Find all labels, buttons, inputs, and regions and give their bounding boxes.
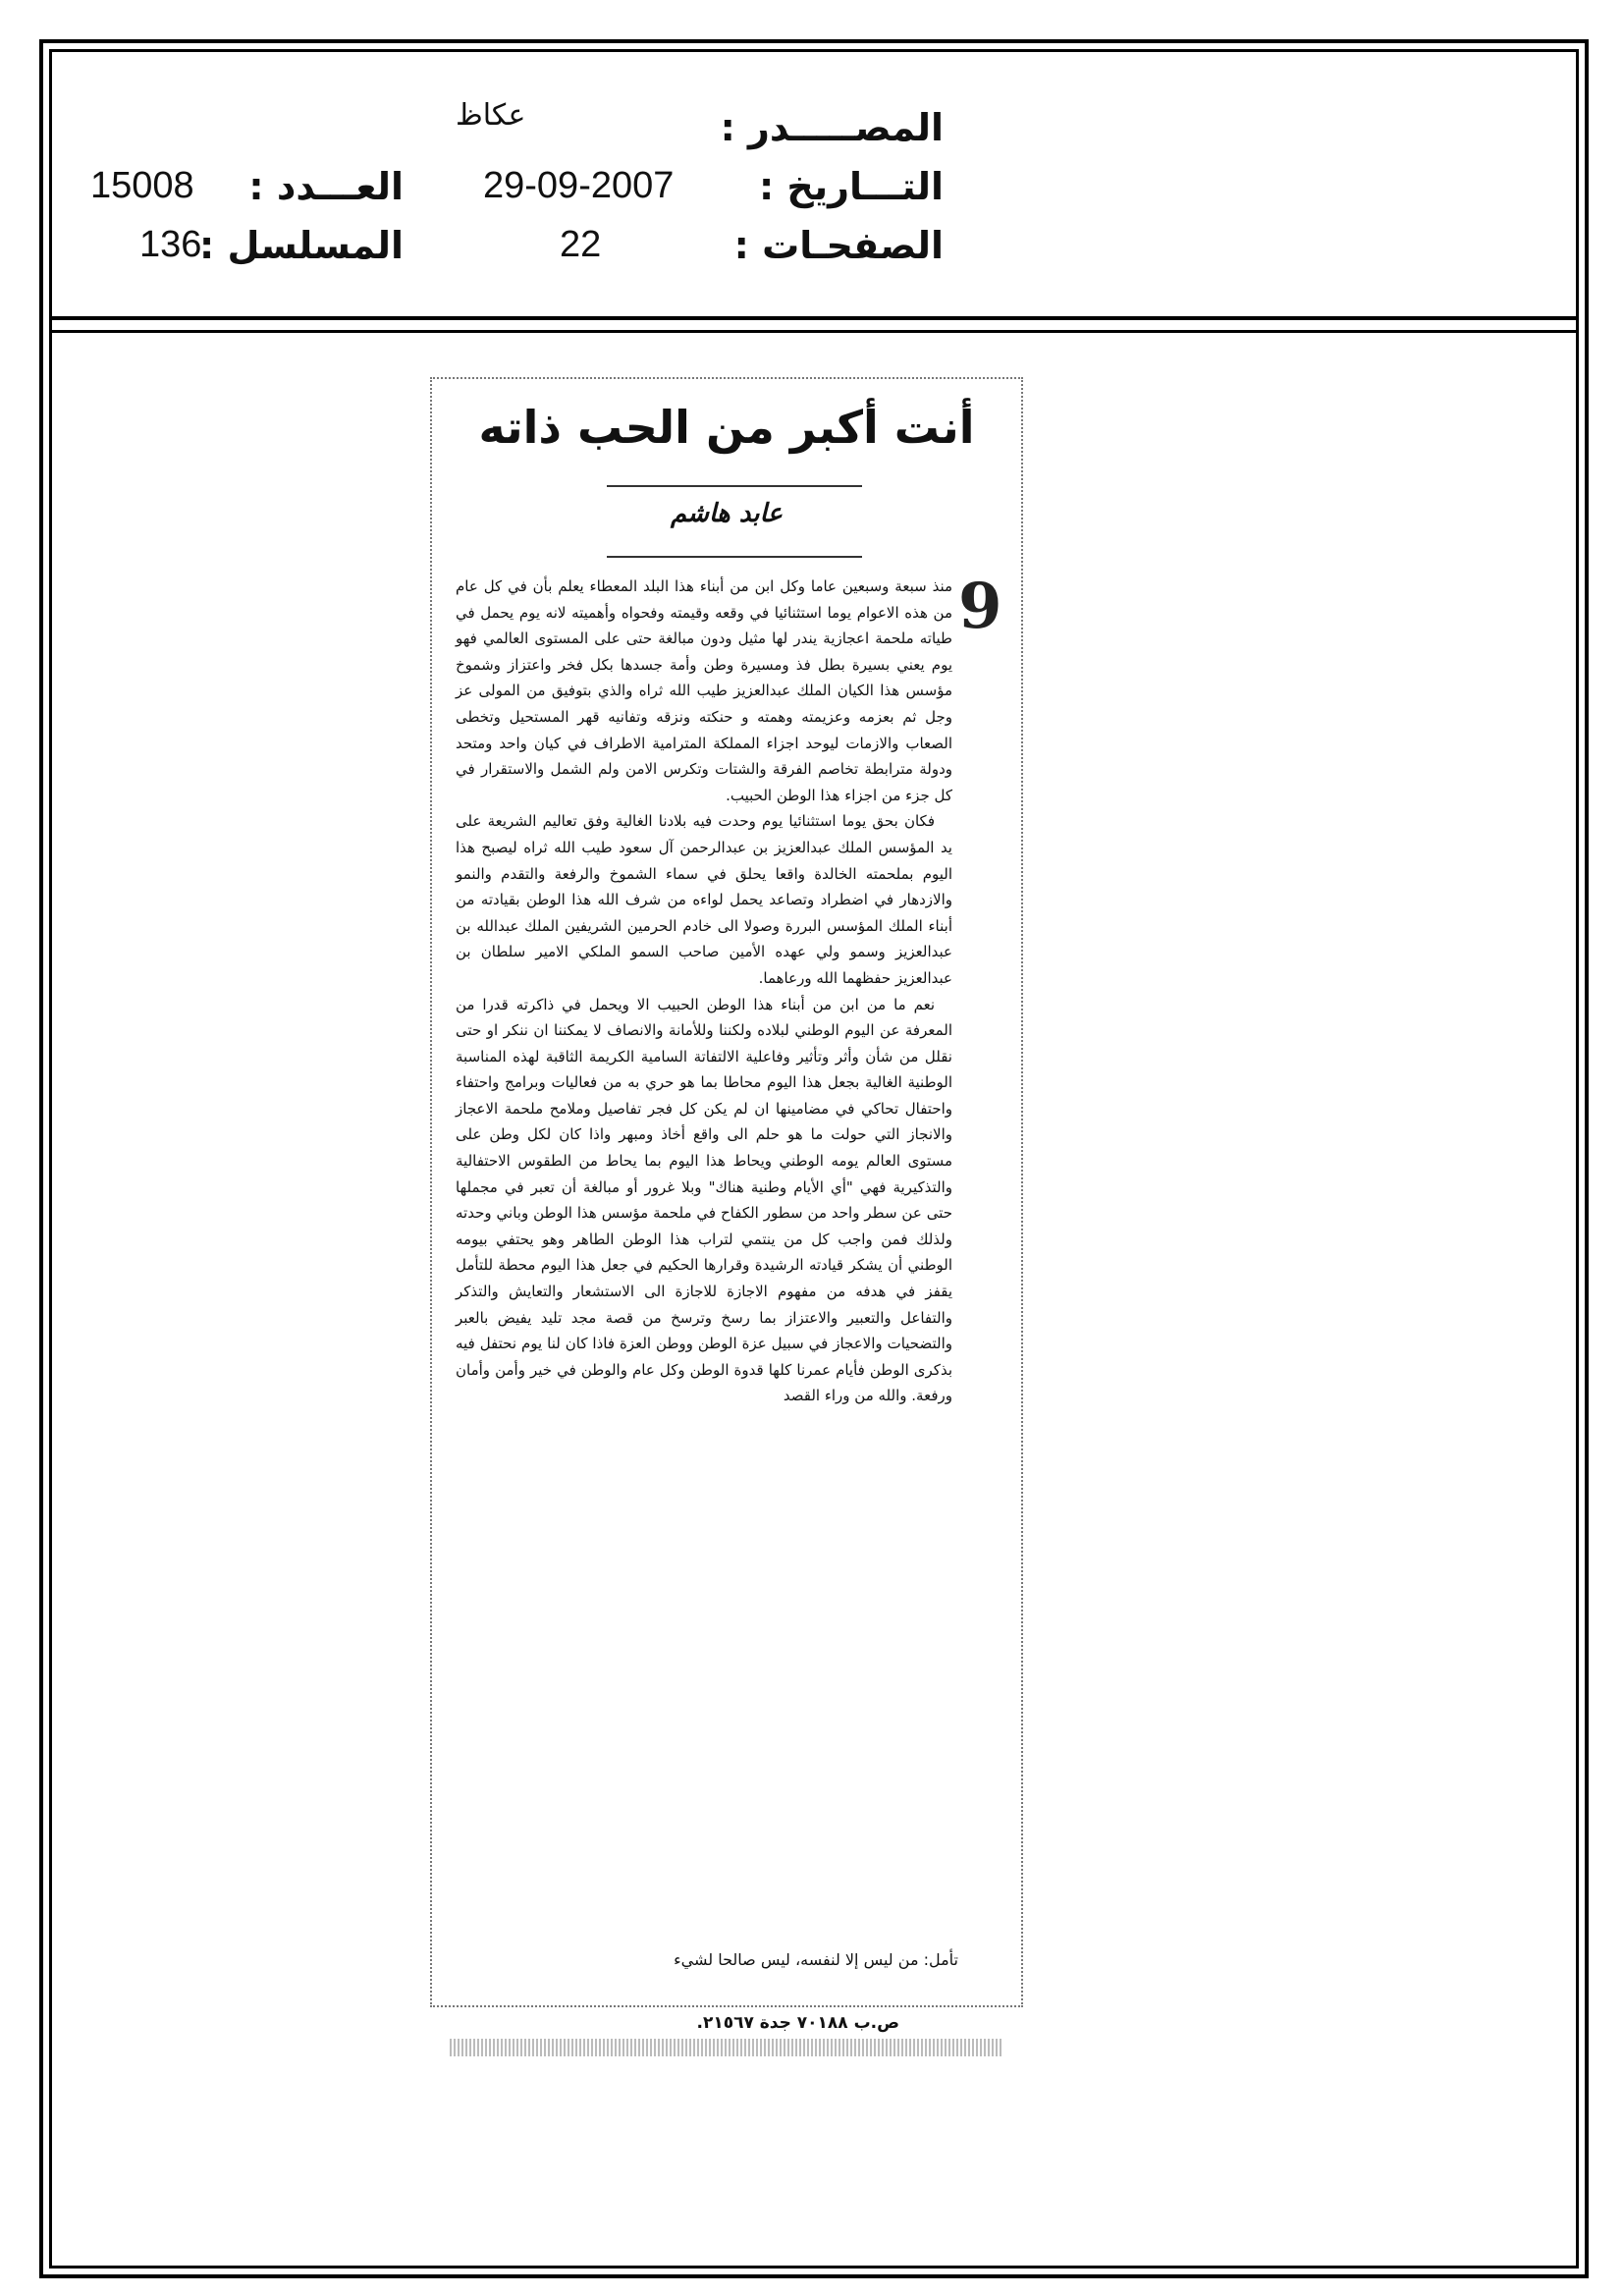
header-divider (49, 316, 1579, 320)
newspaper-clipping (430, 377, 1023, 2033)
issue-value: 15008 (90, 165, 194, 206)
serial-label: المسلسل : (199, 224, 404, 267)
article-author: عابد هاشم (670, 499, 784, 528)
po-box: ص.ب ٧٠١٨٨ جدة ٢١٥٦٧. (696, 2013, 899, 2033)
date-label: التـــاريخ : (759, 165, 944, 208)
pages-label: الصفحـات : (733, 224, 944, 267)
source-label: المصـــــدر : (720, 106, 944, 149)
date-value: 29-09-2007 (483, 165, 675, 206)
header-divider-secondary (49, 330, 1579, 333)
source-value: عكاظ (456, 98, 526, 133)
author-rule (607, 556, 862, 558)
article-title: أنت أكبر من الحب ذاته (478, 401, 975, 454)
serial-value: 136 (139, 224, 202, 265)
title-rule (607, 485, 862, 487)
paragraph: منذ سبعة وسبعين عاما وكل ابن من أبناء هذا البلد المعطاء يعلم بأن في كل عام من هذه الاعوام يوما استثنائيا في وقعه وقيمته وفحواه وأهميته لانه يوم يحمل في طياته ملحمة اعجازية يندر لها مثيل ودون مبالغة حتى على المستوى العالمي فهو يوم يعني بسيرة بطل فذ ومسيرة وطن وأمة جسدها بكل فخر واعتزاز وشموخ مؤسس هذا الكيان الملك عبدالعزيز طيب الله ثراه والذي بتوفيق من المولى عز وجل ثم بعزمه وعزيمته وهمته و حنكته ونزقه وتفانيه قهر المستحيل وتخطى الصعاب والازمات ليوحد اجزاء المملكة المترامية الاطراف في كيان واحد ومتحد ودولة مترابطة تخاصم الفرقة والشتات وتكرس الامن ولم الشمل والاستقرار في كل جزء من اجزاء هذا الوطن الحبيب. (456, 577, 952, 804)
quote-icon: 9 (958, 570, 1002, 643)
article-body (456, 574, 952, 1409)
pages-value: 22 (560, 224, 602, 265)
issue-label: العـــدد : (248, 165, 404, 208)
closing-line: تأمل: من ليس إلا لنفسه، ليس صالحا لشيء (674, 1950, 958, 1969)
paragraph: فكان بحق يوما استثنائيا يوم وحدت فيه بلادنا الغالية وفق تعاليم الشريعة على يد المؤسس الملك عبدالعزيز بن عبدالرحمن آل سعود طيب الله ثراه ليصبح هذا اليوم بملحمته الخالدة واقعا يحلق في سماء الشموخ والرفعة والتقدم والنمو والازدهار في اضطراد وتصاعد يحمل لواءه من شرف الله هذا الوطن بقيادته من أبناء الملك المؤسس البررة وصولا الى خادم الحرمين الشريفين الملك عبدالله بن عبدالعزيز وسمو ولي عهده الأمين صاحب السمو الملكي الامير سلطان بن عبدالعزيز حفظهما الله ورعاهما. (456, 812, 952, 987)
print-band (450, 2039, 1003, 2056)
paragraph: نعم ما من ابن من أبناء هذا الوطن الحبيب الا ويحمل في ذاكرته قدرا من المعرفة عن اليوم الوطني لبلاده ولكننا وللأمانة والانصاف لا يمكننا ان ننكر او حتى نقلل من شأن وأثر وتأثير وفاعلية الالتفاتة السامية الكريمة الثاقبة لهذه المناسبة الوطنية الغالية بجعل هذا اليوم محاطا بما هو حري به من فعاليات وبرامج واحتفاء واحتفال تحاكي في مضامينها ان لم يكن كل فجر تفاصيل وملامح ملحمة الاعجاز والانجاز التي حولت ما هو حلم الى واقع أخاذ ومبهر واذا كان لكل وطن على مستوى العالم يومه الوطني ويحاط هذا اليوم بما يحاط من الطقوس الاحتفالية والتذكيرية فهي "أي الأيام وطنية هناك" وبلا غرور أو مبالغة أن تعبر في مجملها حتى عن سطر واحد من سطور الكفاح في ملحمة مؤسس هذا الوطن وباني وحدته ولذلك فمن واجب كل من ينتمي لتراب هذا الوطن الطاهر وهو يحتفي بيومه الوطني أن يشكر قيادته الرشيدة وقرارها الحكيم في جعل هذا اليوم محطة للتأمل يقفز في هدفه من مفهوم الاجازة للاجازة الى الاستشعار والتعايش والتذكر والتفاعل والتعبير والاعتزاز بما رسخ وترسخ من قصة مجد تليد يفيض بالعبر والتضحيات والاعجاز في سبيل عزة الوطن ووطن العزة فاذا كان لنا يوم نحتفل فيه بذكرى الوطن فأيام عمرنا كلها قدوة الوطن وكل عام والوطن في خير وأمن وأمان ورفعة. والله من وراء القصد (456, 995, 952, 1405)
